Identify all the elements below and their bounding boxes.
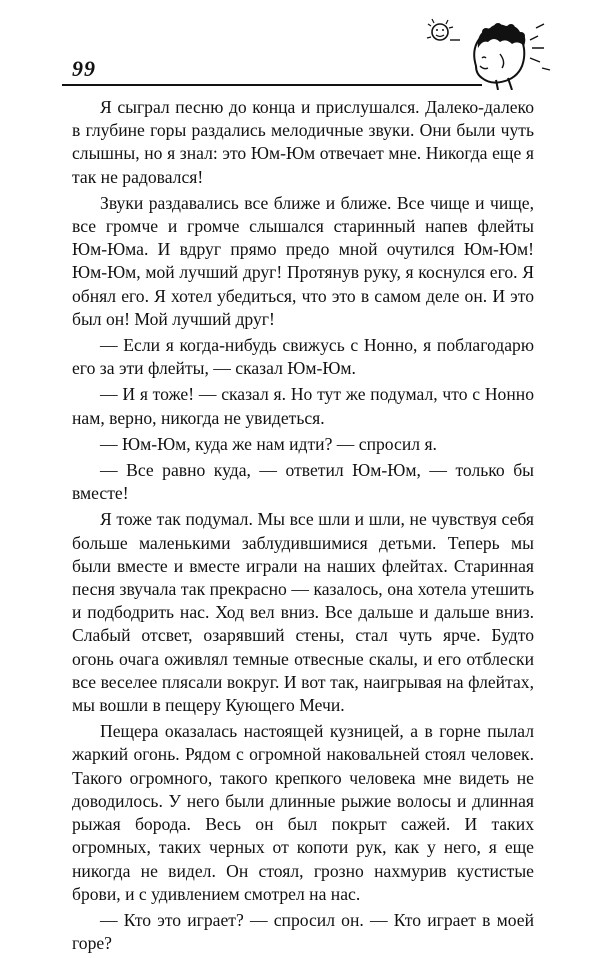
paragraph: Я сыграл песню до конца и прислушался. Далеко-далеко в глубине горы раздались мелодичные звуки. Они были чуть слышны, но я знал: это Юм-Юм отвечает мне. Никогда еще я так не радовался! — [72, 97, 534, 187]
paragraph: — Все равно куда, — ответил Юм-Юм, — только бы вместе! — [72, 460, 534, 504]
paragraph: Я тоже так подумал. Мы все шли и шли, не чувствуя себя больше маленькими заблудившимися детьми. Теперь мы были вместе и вместе играли на наших флейтах. Старинная песня звучала так прекрасно — казалось, она хотела утешить и подбодрить нас. Ход вел вниз. Все дальше и дальше вниз. Слабый отсвет, озарявший стены, стал чуть ярче. Будто огонь очага оживлял темные отвесные скалы, и его отблески все веселее плясали вокруг. И вот так, наигрывая на флейтах, мы вошли в пещеру Кующего Мечи. — [72, 509, 534, 716]
body-text — [72, 96, 534, 958]
boy-head-icon — [426, 18, 554, 90]
paragraph: — Если я когда-нибудь свижусь с Нонно, я поблагодарю его за эти флейты, — сказал Юм-Юм. — [72, 335, 534, 379]
paragraph: — Кто это играет? — спросил он. — Кто играет в моей горе? — [72, 909, 534, 954]
paragraph: — И я тоже! — сказал я. Но тут же подумал, что с Нонно нам, верно, никогда не увидеться. — [72, 384, 534, 428]
header-rule — [62, 84, 482, 86]
paragraph: — Юм-Юм, куда же нам идти? — спросил я. — [100, 433, 437, 454]
paragraph: Звуки раздавались все ближе и ближе. Все чище и чище, все громче и громче слышался старинный напев флейты Юм-Юма. И вдруг прямо предо мной очутился Юм-Юм! Юм-Юм, мой лучший друг! Протянув руку, я коснулся его. Я обнял его. Я хотел убедиться, что это в самом деле он. И это был он! Мой лучший друг! — [72, 192, 534, 329]
paragraph: Пещера оказалась настоящей кузницей, а в горне пылал жаркий огонь. Рядом с огромной наковальней стоял человек. Такого огромного, такого крепкого человека мне видеть не доводилось. У него были длинные рыжие волосы и длинная рыжая борода. Весь он был покрыт сажей. И таких огромных, таких черных от копоти рук, как у него, я еще никогда не видел. Он стоял, грозно нахмурив кустистые брови, и с удивлением смотрел на нас. — [72, 721, 534, 904]
page-number: 99 — [72, 56, 96, 81]
page-header — [60, 18, 550, 88]
